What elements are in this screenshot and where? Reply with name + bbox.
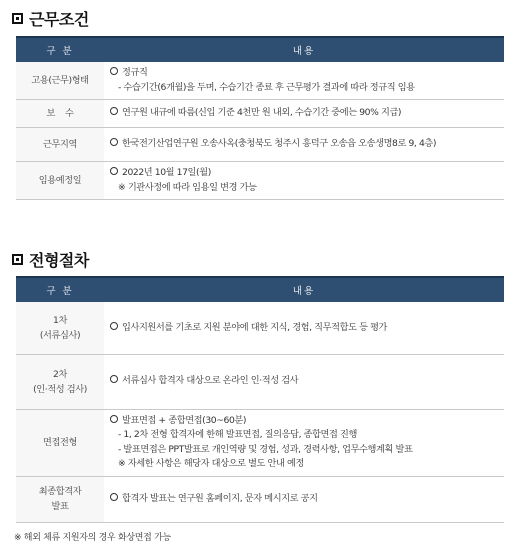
content-text: 서류심사 합격자 대상으로 온라인 인·적성 검사 [122, 375, 299, 387]
header-content: 내용 [104, 37, 504, 62]
square-bullet-icon [12, 254, 23, 265]
selection-process-table [16, 276, 504, 523]
row-label-line: 2차 [53, 368, 67, 380]
content-text: 발표면접 + 종합면접(30~60분) [122, 414, 247, 426]
row-content [104, 476, 504, 522]
row-label-line: (인·적성 검사) [33, 383, 87, 395]
table-row [16, 302, 504, 354]
table-row [16, 476, 504, 522]
content-text: 연구원 내규에 따름(신입 기준 4천만 원 내외, 수습기간 중에는 90% 지급) [122, 107, 402, 119]
circle-bullet-icon [110, 375, 118, 383]
header-content: 내용 [104, 277, 504, 302]
content-line [110, 457, 498, 472]
table-header-row [16, 37, 504, 62]
section-title-text: 근무조건 [29, 10, 89, 29]
row-content [104, 62, 504, 100]
table-row [16, 100, 504, 128]
table-header-row [16, 277, 504, 302]
table-row [16, 354, 504, 409]
table-row [16, 162, 504, 200]
footnote: ※ 해외 체류 지원자의 경우 화상면접 가능 [14, 533, 171, 543]
row-label [16, 302, 104, 354]
content-line [110, 166, 498, 181]
section-title-text: 전형절차 [29, 251, 89, 270]
header-category: 구 분 [16, 37, 104, 62]
circle-bullet-icon [110, 167, 118, 175]
row-content [104, 302, 504, 354]
circle-bullet-icon [110, 322, 118, 330]
row-label-line: 1차 [53, 314, 67, 326]
content-line [110, 492, 498, 507]
table-row [16, 62, 504, 100]
row-label: 임용예정일 [16, 162, 104, 200]
content-line [110, 428, 498, 443]
circle-bullet-icon [110, 67, 118, 75]
circle-bullet-icon [110, 415, 118, 423]
row-label [16, 476, 104, 522]
content-text: 한국전기산업연구원 오송사옥(충청북도 청주시 흥덕구 오송읍 오송생명8로 9, 4층) [122, 138, 437, 150]
content-line [110, 443, 498, 458]
header-category: 구 분 [16, 277, 104, 302]
content-line [110, 106, 498, 121]
section-title-work-conditions [12, 7, 89, 30]
row-content [104, 162, 504, 200]
circle-bullet-icon [110, 138, 118, 146]
work-conditions-table [16, 36, 504, 200]
content-line [110, 414, 498, 429]
row-label-line: 면접전형 [43, 437, 77, 448]
content-text: 정규직 [122, 67, 148, 78]
circle-bullet-icon [110, 107, 118, 115]
section-title-selection-process [12, 248, 89, 271]
content-text: - 1, 2차 전형 합격자에 한해 발표면접, 질의응답, 종합면접 진행 [118, 429, 357, 440]
row-label [16, 354, 104, 409]
content-text: ※ 자세한 사항은 해당자 대상으로 별도 안내 예정 [118, 458, 304, 469]
content-line [110, 321, 498, 336]
content-line [110, 181, 498, 196]
row-content [104, 128, 504, 162]
content-text: 입사지원서를 기초로 지원 분야에 대한 지식, 경험, 직무적합도 등 평가 [122, 321, 388, 333]
content-text: 2022년 10월 17일(월) [122, 167, 211, 178]
row-label: 보 수 [16, 100, 104, 128]
content-text: 합격자 발표는 연구원 홈페이지, 문자 메시지로 공지 [122, 492, 318, 504]
row-label-line: 발표 [51, 501, 69, 512]
content-line [110, 66, 498, 81]
table-row [16, 128, 504, 162]
table-row [16, 409, 504, 476]
square-bullet-icon [12, 13, 23, 24]
row-label [16, 409, 104, 476]
row-content [104, 409, 504, 476]
circle-bullet-icon [110, 493, 118, 501]
row-label: 고용(근무)형태 [16, 62, 104, 100]
content-line [110, 137, 498, 152]
row-label-line: (서류심사) [39, 329, 81, 341]
content-text: ※ 기관사정에 따라 임용일 변경 가능 [118, 181, 257, 193]
row-label-line: 최종합격자 [38, 486, 82, 497]
content-line [110, 81, 498, 96]
content-line [110, 374, 498, 389]
row-label: 근무지역 [16, 128, 104, 162]
content-text: - 발표면접은 PPT발표로 개인역량 및 경험, 성과, 경력사항, 업무수행계획 발표 [118, 443, 413, 455]
row-content [104, 100, 504, 128]
row-content [104, 354, 504, 409]
content-text: - 수습기간(6개월)을 두며, 수습기간 종료 후 근무평가 결과에 따라 정규직 임용 [118, 81, 415, 93]
